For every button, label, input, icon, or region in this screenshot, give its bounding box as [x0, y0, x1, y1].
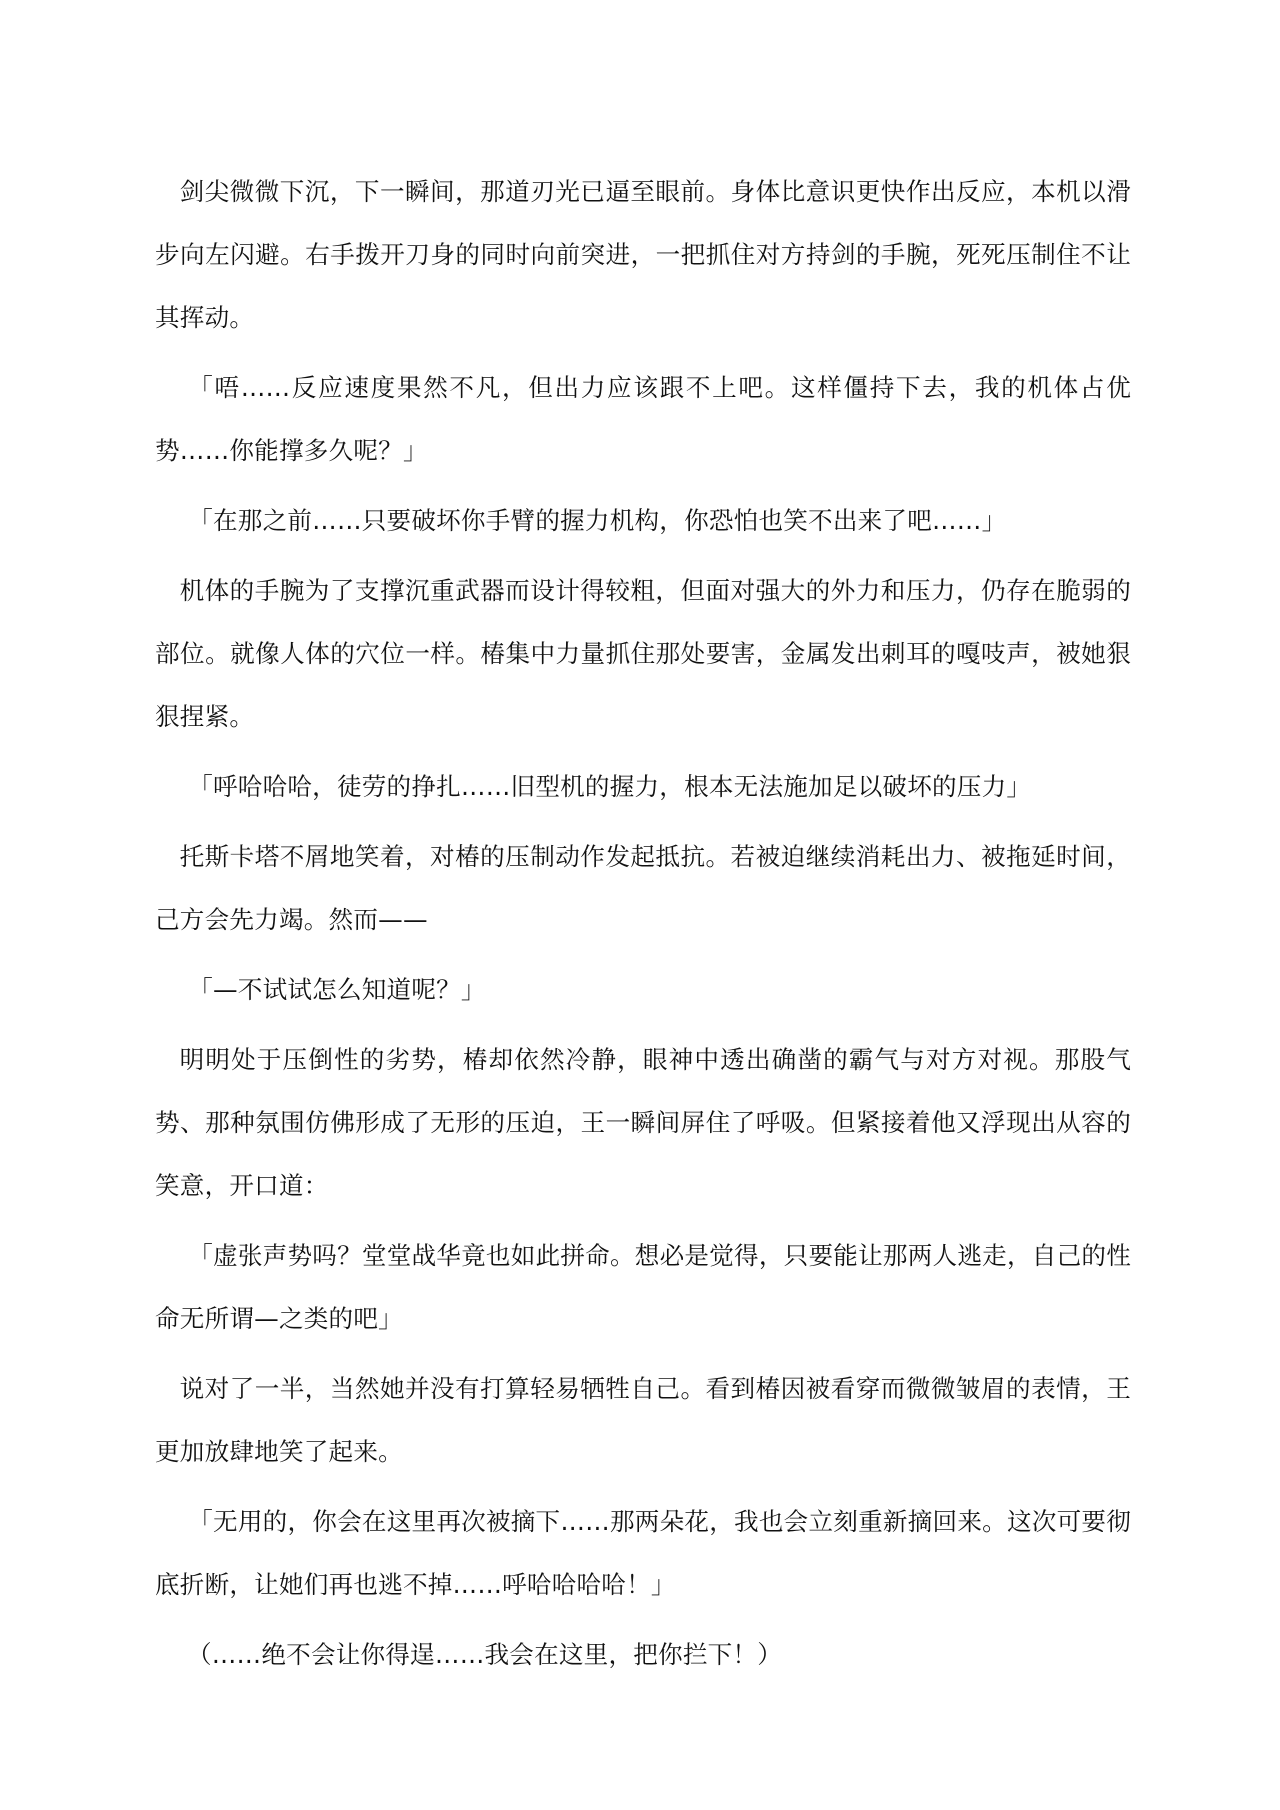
paragraph-narration: 机体的手腕为了支撑沉重武器而设计得较粗，但面对强大的外力和压力，仍存在脆弱的部位。就像人体的穴位一样。椿集中力量抓住那处要害，金属发出刺耳的嘎吱声，被她狠狠捏紧。 — [155, 576, 1131, 731]
paragraph-dialogue: 「无用的，你会在这里再次被摘下……那两朵花，我也会立刻重新摘回来。这次可要彻底折断，让她们再也逃不掉……呼哈哈哈哈！」 — [155, 1507, 1131, 1599]
paragraph-dialogue: 「—不试试怎么知道呢？」 — [188, 975, 486, 1004]
paragraph-dialogue: 「唔……反应速度果然不凡，但出力应该跟不上吧。这样僵持下去，我的机体占优势……你能撑多久呢？」 — [155, 373, 1131, 465]
paragraph-narration: 托斯卡塔不屑地笑着，对椿的压制动作发起抵抗。若被迫继续消耗出力、被拖延时间，己方会先力竭。然而—— — [155, 842, 1131, 934]
paragraph-narration: 明明处于压倒性的劣势，椿却依然冷静，眼神中透出确凿的霸气与对方对视。那股气势、那种氛围仿佛形成了无形的压迫，王一瞬间屏住了呼吸。但紧接着他又浮现出从容的笑意，开口道： — [155, 1045, 1131, 1200]
paragraph-dialogue: 「在那之前……只要破坏你手臂的握力机构，你恐怕也笑不出来了吧……」 — [188, 506, 1007, 535]
paragraph-narration: 剑尖微微下沉，下一瞬间，那道刃光已逼至眼前。身体比意识更快作出反应，本机以滑步向左闪避。右手拨开刀身的同时向前突进，一把抓住对方持剑的手腕，死死压制住不让其挥动。 — [155, 177, 1131, 332]
paragraph-inner-thought: （……绝不会让你得逞……我会在这里，把你拦下！） — [186, 1640, 783, 1669]
paragraph-narration: 说对了一半，当然她并没有打算轻易牺牲自己。看到椿因被看穿而微微皱眉的表情，王更加放肆地笑了起来。 — [155, 1374, 1131, 1466]
document-page — [155, 160, 1131, 1693]
paragraph-dialogue: 「虚张声势吗？堂堂战华竟也如此拼命。想必是觉得，只要能让那两人逃走，自己的性命无所谓—之类的吧」 — [155, 1241, 1131, 1333]
paragraph-dialogue: 「呼哈哈哈，徒劳的挣扎……旧型机的握力，根本无法施加足以破坏的压力」 — [188, 772, 1032, 801]
